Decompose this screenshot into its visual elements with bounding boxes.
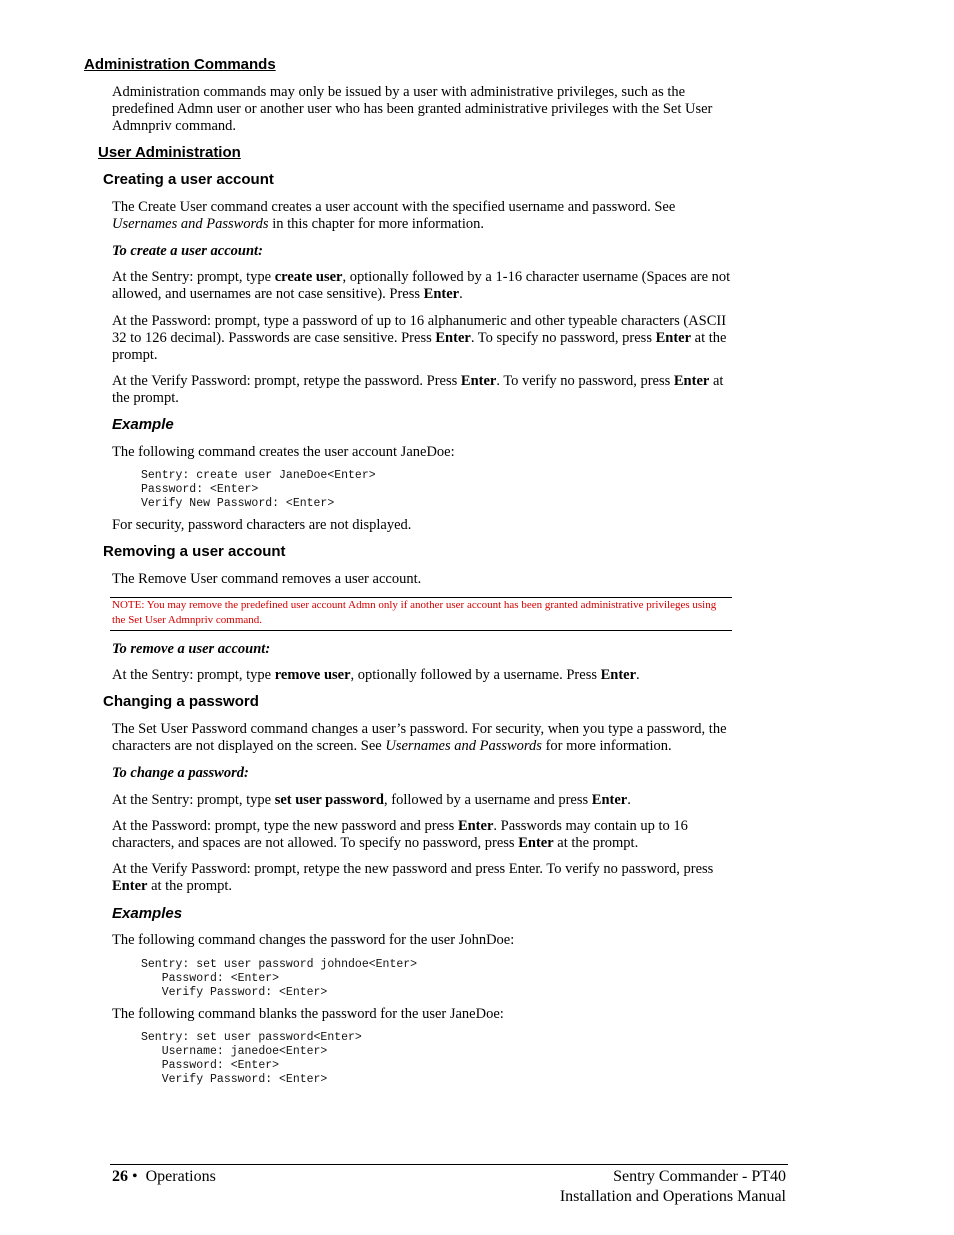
create-step-1 — [112, 269, 734, 303]
change-desc-text-2: for more information. — [541, 738, 672, 754]
create-desc-ref: Usernames and Passwords — [112, 216, 269, 232]
step-text: . To verify no password, press — [496, 373, 674, 389]
key-text: Enter — [673, 373, 710, 389]
footer-manual: Installation and Operations Manual — [559, 1188, 786, 1205]
step-text: , optionally followed by a 1-16 character username (Spaces are not allowed, and usernames are not case sensitive). Press — [112, 269, 731, 302]
change-code-block-1: Sentry: set user password johndoe<Enter> Password: <Enter> Verify Password: <Enter> — [141, 958, 418, 999]
key-text: Enter — [655, 330, 692, 346]
key-text: Enter — [460, 373, 497, 389]
step-text: at the prompt. — [147, 878, 233, 894]
key-text: Enter — [423, 286, 460, 302]
create-code-block: Sentry: create user JaneDoe<Enter> Password: <Enter> Verify New Password: <Enter> — [141, 469, 376, 510]
change-examples-heading: Examples — [112, 905, 183, 922]
note-bottom-rule — [110, 630, 732, 631]
command-text: set user password — [274, 792, 384, 808]
change-step-3 — [112, 861, 734, 895]
page-number: 26 — [112, 1168, 128, 1185]
footer-left — [112, 1167, 216, 1187]
change-code-block-2: Sentry: set user password<Enter> Username: janedoe<Enter> Password: <Enter> Verify Password: <Enter> — [141, 1031, 362, 1086]
step-text: . — [627, 792, 631, 808]
create-description — [112, 199, 734, 233]
create-after-note: For security, password characters are not displayed. — [112, 517, 412, 533]
remove-proc-heading: To remove a user account: — [112, 641, 271, 657]
step-text: , followed by a username and press — [384, 792, 592, 808]
key-text: Enter — [457, 818, 494, 834]
key-text: Enter — [518, 835, 554, 851]
remove-description: The Remove User command removes a user account. — [112, 571, 422, 587]
footer-section: Operations — [145, 1168, 216, 1185]
step-text: At the Verify Password: prompt, retype the new password and press Enter. To verify no password, press — [112, 861, 714, 877]
command-text: create user — [274, 269, 343, 285]
key-text: Enter — [600, 667, 637, 683]
create-desc-text-2: in this chapter for more information. — [268, 216, 484, 232]
step-text: . To specify no password, press — [470, 330, 656, 346]
change-proc-heading: To change a password: — [112, 765, 249, 781]
step-text: at the prompt. — [112, 373, 724, 406]
intro-paragraph: Administration commands may only be issued by a user with administrative privileges, such as the predefined Admn user or another user who has been granted administrative privileges with the Set User Admnpriv command. — [112, 84, 713, 134]
step-text: At the Sentry: prompt, type — [112, 667, 275, 683]
change-example-2-intro: The following command blanks the password for the user JaneDoe: — [112, 1006, 504, 1022]
key-text: Enter — [112, 878, 148, 894]
step-text: At the Password: prompt, type a password of up to 16 alphanumeric and other typeable characters (ASCII 32 to 126 decimal). Passwords are case sensitive. Press — [112, 313, 727, 346]
step-text: At the Sentry: prompt, type — [112, 269, 275, 285]
change-step-1 — [112, 792, 734, 809]
subsection-title: User Administration — [98, 144, 241, 161]
create-step-3 — [112, 373, 734, 407]
footer-product: Sentry Commander - PT40 — [613, 1168, 786, 1185]
footer-rule — [110, 1164, 788, 1165]
step-text: At the Sentry: prompt, type — [112, 792, 275, 808]
step-text: . — [459, 286, 463, 302]
step-text: at the prompt. — [553, 835, 639, 851]
footer-right — [560, 1167, 786, 1207]
create-heading: Creating a user account — [103, 171, 274, 188]
step-text: . Passwords may contain up to 16 characters, and spaces are not allowed. To specify no password, press — [112, 818, 688, 851]
create-example-heading: Example — [112, 416, 174, 433]
key-text: Enter — [435, 330, 471, 346]
create-desc-text: The Create User command creates a user account with the specified username and password. See — [112, 199, 676, 215]
step-text: , optionally followed by a username. Press — [350, 667, 601, 683]
remove-step-1 — [112, 667, 734, 684]
change-example-1-intro: The following command changes the password for the user JohnDoe: — [112, 932, 515, 948]
create-step-2 — [112, 313, 734, 364]
change-desc-text: The Set User Password command changes a user’s password. For security, when you type a password, the characters are not displayed on the screen. See — [112, 721, 727, 754]
create-proc-heading: To create a user account: — [112, 243, 263, 259]
step-text: . — [636, 667, 640, 683]
step-text: At the Verify Password: prompt, retype the password. Press — [112, 373, 461, 389]
command-text: remove user — [274, 667, 351, 683]
remove-heading: Removing a user account — [103, 543, 286, 560]
change-step-2 — [112, 818, 734, 852]
change-heading: Changing a password — [103, 693, 259, 710]
change-description — [112, 721, 734, 755]
footer-bullet: • — [132, 1168, 138, 1185]
section-title: Administration Commands — [84, 56, 276, 73]
remove-note: NOTE: You may remove the predefined user account Admn only if another user account has been granted administrative privileges using the Set User Admnpriv command. — [112, 599, 717, 626]
step-text: At the Password: prompt, type the new password and press — [112, 818, 458, 834]
change-desc-ref: Usernames and Passwords — [385, 738, 542, 754]
create-example-intro: The following command creates the user account JaneDoe: — [112, 444, 455, 460]
key-text: Enter — [591, 792, 628, 808]
step-text: at the prompt. — [112, 330, 727, 363]
